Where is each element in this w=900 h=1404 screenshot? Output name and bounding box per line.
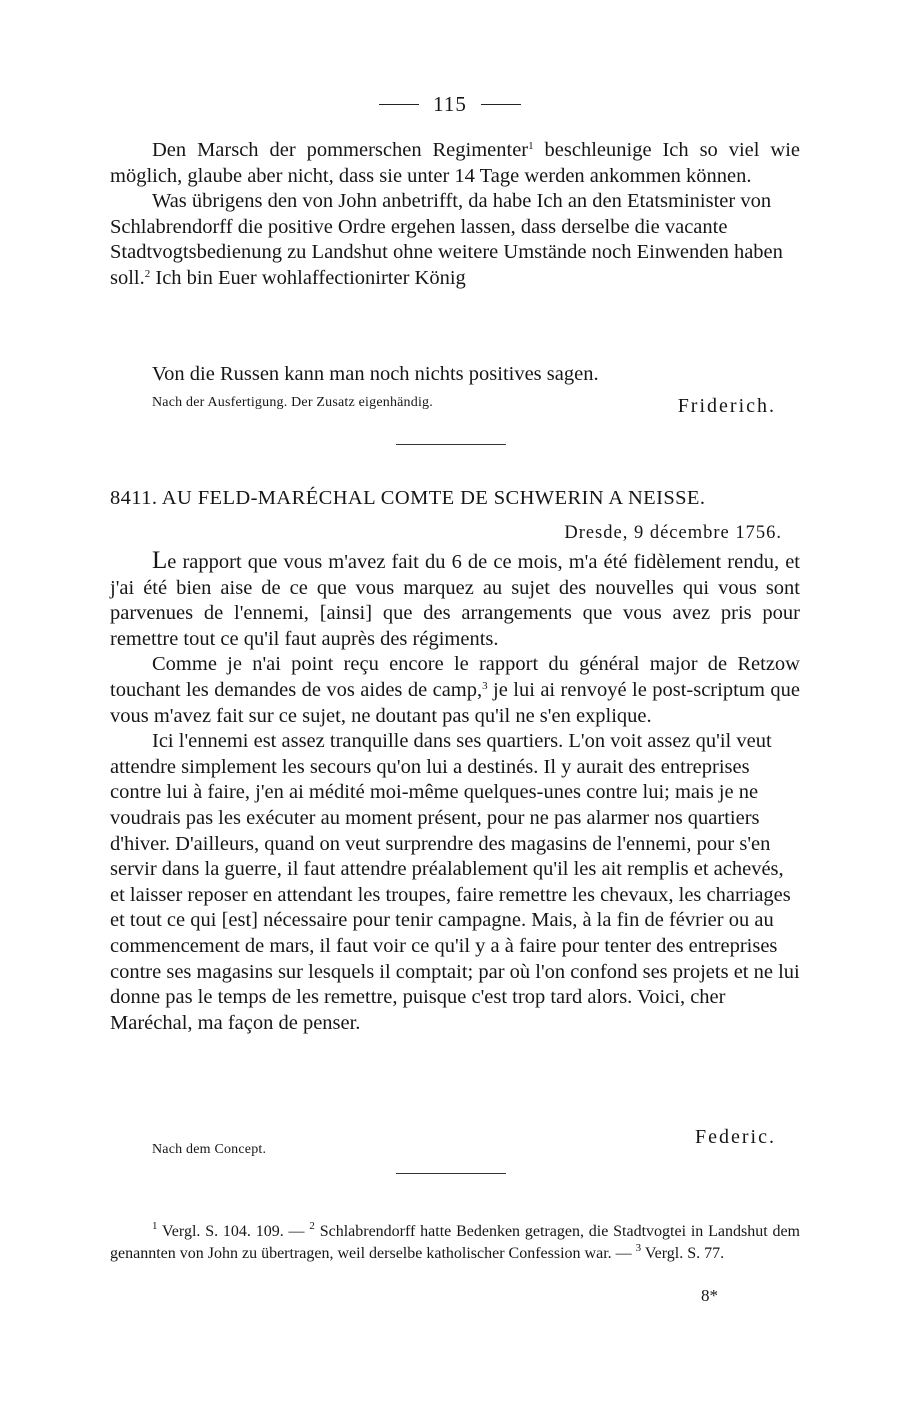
letter-2-paragraph-1: Le rapport que vous m'avez fait du 6 de ce mois, m'a été fidèlement rendu, et j'ai été bien aise de ce que vous marquez au sujet des nouvelles qui vous sont parvenues de l'ennemi, [ainsi] que des arrangements que vous avez pris pour remettre tout ce qu'il faut auprès des régiments. — [110, 547, 800, 650]
footnote-mark-1: 1 — [152, 1220, 158, 1232]
letter-2-heading — [110, 487, 800, 510]
letter-1-body — [110, 138, 800, 292]
letter-1-signature: Friderich. — [677, 395, 776, 417]
section-divider — [396, 444, 506, 445]
footnote-block: $^1$ Vergl. S. 104. 109. — $^2$ Schlabrendorff hatte Bedenken getragen, die Stadtvogtei in Landshut dem genannten von John zu übertragen, weil derselbe katholischer Confession war. — $^3$ Vergl. S. 77. — [110, 1220, 800, 1262]
letter-2-source-note: Nach dem Concept. — [152, 1142, 267, 1157]
footnote-ref-1: 1 — [528, 140, 534, 152]
footnote-mark-2: 2 — [309, 1220, 315, 1232]
page-number: 115 — [433, 92, 467, 116]
footnote-ref-3: 3 — [482, 679, 488, 692]
section-divider-2 — [396, 1173, 506, 1174]
letter-1-paragraph-2: Was übrigens den von John anbetrifft, da habe Ich an den Etatsminister von Schlabrendorff die positive Ordre ergehen lassen, dass derselbe die vacante Stadtvogtsbedienung zu Landshut ohne weitere Umstände noch Einwenden haben soll.$^2$ Ich bin Euer wohlaffectionirter König — [110, 190, 783, 289]
letter-title: AU FELD-MARÉCHAL COMTE DE SCHWERIN A NEISSE. — [161, 487, 706, 509]
page-header — [0, 92, 900, 117]
letter-2-paragraph-3: Ici l'ennemi est assez tranquille dans ses quartiers. L'on voit assez qu'il veut attendre simplement les secours qu'on lui a destinés. Il y aurait des entreprises contre lui à faire, j'en ai médité moi-même quelques-unes contre lui; mais je ne voudrais pas les exécuter au moment présent, pour ne pas alarmer nos quartiers d'hiver. D'ailleurs, quand on veut surprendre des magasins de l'ennemi, pour s'en servir dans la guerre, il faut attendre préalablement qu'il les ait remplis et achevés, et laisser reposer en attendant les troupes, faire remettre les chevaux, les charriages et tout ce qui [est] nécessaire pour tenir campagne. Mais, à la fin de février ou au commencement de mars, il faut voir ce qu'il y a à faire pour tenter des entreprises contre ses magasins sur lesquels il comptait; par où l'on confond ses projets et ne lui donne pas le temps de les remettre, puisque c'est trop tard alors. Voici, cher Maréchal, ma façon de penser. — [110, 730, 800, 1034]
letter-number: 8411. — [110, 487, 158, 509]
header-dash-right — [481, 104, 521, 105]
footnotes — [110, 1221, 800, 1265]
initial-letter: L — [152, 547, 168, 574]
letter-2-paragraph-2: Comme je n'ai point reçu encore le rapport du général major de Retzow touchant les demandes de vos aides de camp,$^3$ je lui ai renvoyé le post-scriptum que vous m'avez fait sur ce sujet, ne doutant pas qu'il ne s'en explique. — [110, 653, 800, 727]
header-dash-left — [379, 104, 419, 105]
letter-1-paragraph-1: Den Marsch der pommerschen Regimenter$^1$ beschleunige Ich so viel wie möglich, glaube aber nicht, dass sie unter 14 Tage werden ankommen können. — [110, 139, 800, 187]
letter-2-body — [110, 548, 800, 1036]
letter-1-source-note: Nach der Ausfertigung. Der Zusatz eigenhändig. — [152, 395, 433, 410]
footnote-mark-3: 3 — [635, 1242, 642, 1254]
letter-1-postscript: Von die Russen kann man noch nichts positives sagen. — [152, 363, 599, 385]
footnote-ref-2: 2 — [144, 267, 151, 280]
letter-2-dateline: Dresde, 9 décembre 1756. — [564, 523, 782, 543]
sheet-signature-mark: 8* — [701, 1286, 718, 1305]
letter-2-signature: Federic. — [695, 1126, 776, 1148]
